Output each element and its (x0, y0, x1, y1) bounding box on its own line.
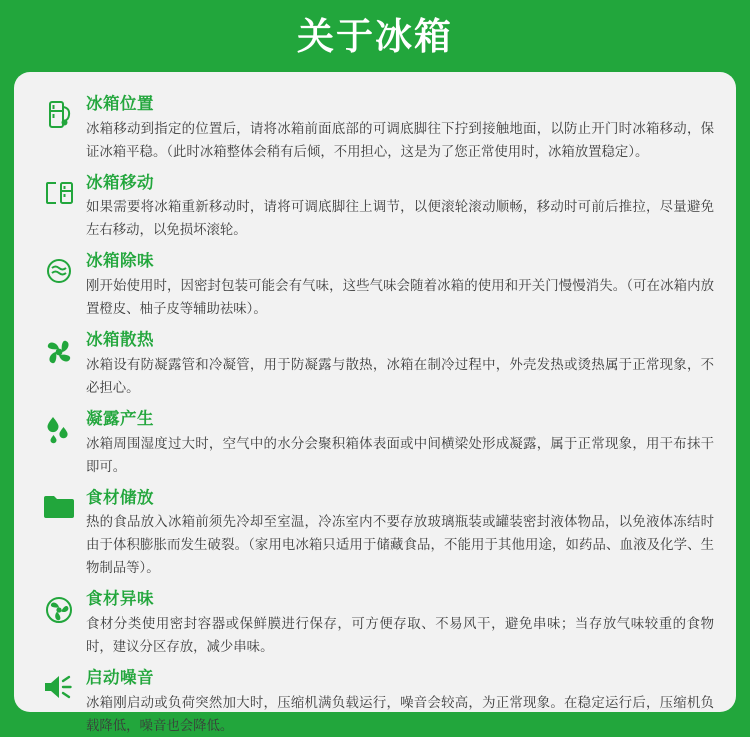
fridge-move-icon (32, 173, 86, 211)
item-title: 食材储放 (86, 488, 154, 507)
item-body (86, 173, 718, 242)
item-title: 冰箱移动 (86, 173, 154, 192)
item-title: 启动噪音 (86, 669, 154, 688)
condensation-icon (32, 409, 86, 447)
list-item (32, 173, 718, 242)
fridge-heat-dissipation-icon (32, 330, 86, 370)
item-title: 凝露产生 (86, 409, 154, 428)
item-body (86, 409, 718, 478)
item-body (86, 589, 718, 658)
startup-noise-icon (32, 668, 86, 702)
item-title: 冰箱除味 (86, 252, 154, 271)
item-body (86, 668, 718, 737)
item-text: 冰箱刚启动或负荷突然加大时，压缩机满负载运行，噪音会较高，为正常现象。在稳定运行后，压缩机负载降低，噪音也会降低。 (86, 694, 714, 733)
list-item (32, 94, 718, 163)
list-item (32, 589, 718, 658)
list-item (32, 488, 718, 580)
food-storage-icon (32, 488, 86, 522)
item-text: 冰箱设有防凝露管和冷凝管，用于防凝露与散热，冰箱在制冷过程中，外壳发热或烫热属于正常现象，不必担心。 (86, 356, 714, 395)
list-item (32, 409, 718, 478)
fridge-deodorize-icon (32, 251, 86, 289)
page-title: 关于冰箱 (297, 15, 453, 57)
item-title: 冰箱位置 (86, 95, 154, 113)
item-text: 食材分类使用密封容器或保鲜膜进行保存，可方便存取、不易风干，避免串味；当存放气味较重的食物时，建议分区存放，减少串味。 (86, 615, 714, 655)
food-odor-icon (32, 589, 86, 627)
list-item (32, 330, 718, 399)
item-text: 冰箱周围湿度过大时，空气中的水分会聚积箱体表面或中间横梁处形成凝露，属于正常现象，用干布抹干即可。 (86, 435, 714, 474)
item-text: 刚开始使用时，因密封包装可能会有气味，这些气味会随着冰箱的使用和开关门慢慢消失。（可在冰箱内放置橙皮、柚子皮等辅助祛味）。 (86, 278, 714, 317)
item-title: 冰箱散热 (86, 331, 154, 350)
item-title: 食材异味 (86, 590, 154, 609)
item-body (86, 488, 718, 580)
item-text: 冰箱移动到指定的位置后，请将冰箱前面底部的可调底脚往下拧到接触地面，以防止开门时冰箱移动，保证冰箱平稳。（此时冰箱整体会稍有后倾，不用担心，这是为了您正常使用时，冰箱放置稳定）。 (86, 120, 714, 159)
item-body (86, 251, 718, 320)
item-text: 热的食品放入冰箱前须先冷却至室温，冷冻室内不要存放玻璃瓶装或罐装密封液体物品，以免液体冻结时由于体积膨胀而发生破裂。（家用电冰箱只适用于储藏食品，不能用于其他用途，如药品、血液及化学、生物制品等）。 (86, 514, 714, 576)
content-card (14, 72, 736, 733)
list-item (32, 251, 718, 320)
item-body (86, 94, 718, 163)
item-text: 如果需要将冰箱重新移动时，请将可调底脚往上调节，以便滚轮滚动顺畅，移动时可前后推拉，尽量避免左右移动，以免损坏滚轮。 (86, 199, 714, 238)
fridge-position-icon (32, 94, 86, 132)
item-body (86, 330, 718, 399)
page-header (0, 0, 750, 72)
list-item (32, 668, 718, 737)
